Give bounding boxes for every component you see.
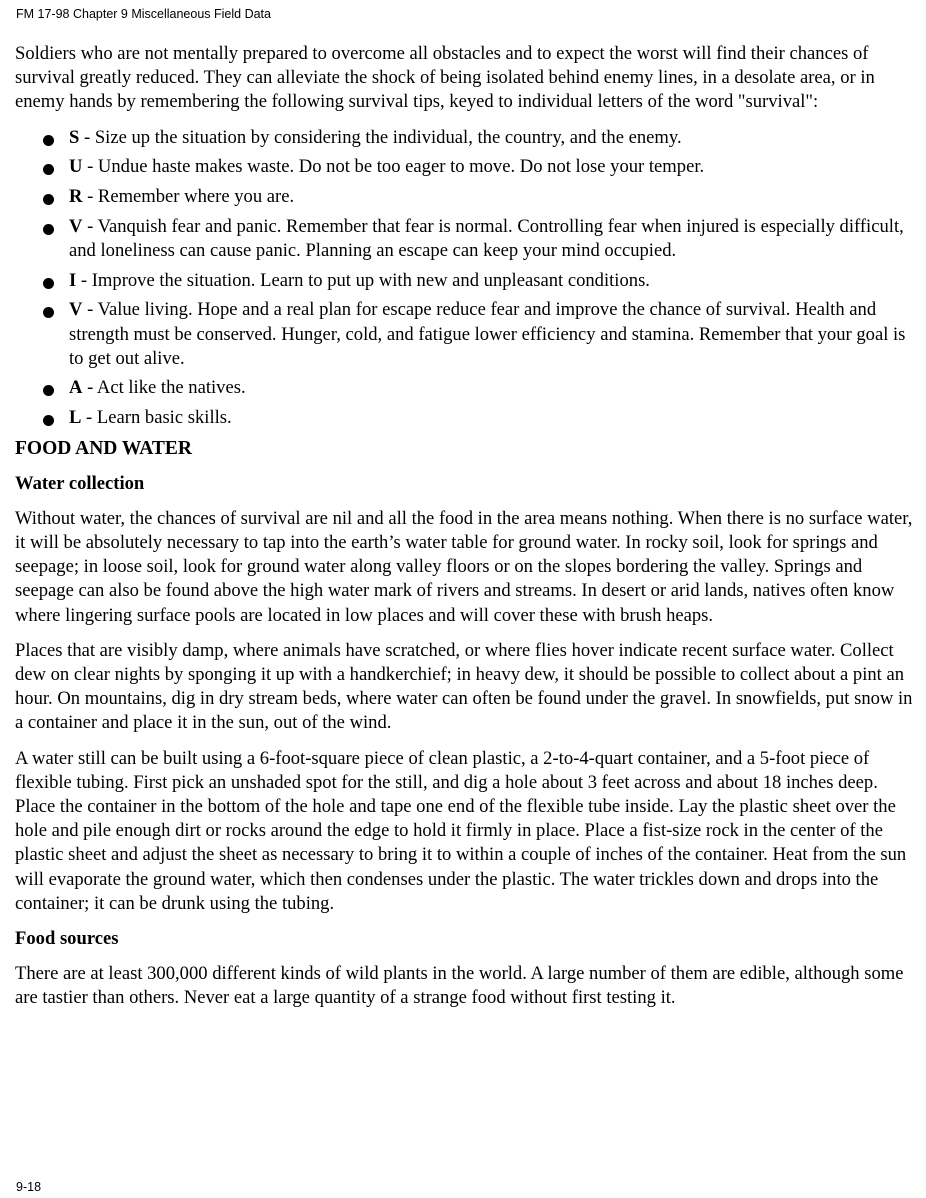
tip-text: - Vanquish fear and panic. Remember that fear is normal. Controlling fear when injured is especially difficult, and loneliness can cause panic. Planning an escape can keep your mind occupied. (69, 215, 904, 261)
tip-letter: V (69, 299, 83, 321)
page-body (15, 42, 915, 1022)
bullet-icon (43, 224, 54, 235)
tip-text: - Value living. Hope and a real plan for escape reduce fear and improve the chance of survival. Health and strength must be conserved. Hunger, cold, and fatigue lower efficiency and stamina. Remember that your goal is to get out alive. (69, 299, 906, 369)
tip-letter: S (69, 126, 80, 148)
page-number: 9-18 (16, 1180, 42, 1194)
bullet-icon (43, 278, 54, 289)
water-paragraph: Places that are visibly damp, where animals have scratched, or where flies hover indicate recent surface water. Collect dew on clear nights by sponging it up with a handkerchief; in heavy dew, it should be possible to collect about a pint an hour. On mountains, dig in dry stream beds, where water can often be found under the gravel. In snowfields, put snow in a container and place it in the sun, out of the wind. (15, 639, 913, 734)
tip-text: - Remember where you are. (82, 186, 295, 208)
running-header: FM 17-98 Chapter 9 Miscellaneous Field Data (16, 7, 271, 21)
survival-tips-list (15, 126, 915, 431)
list-item (15, 269, 915, 293)
bullet-icon (43, 415, 54, 426)
section-title: FOOD AND WATER (15, 437, 192, 459)
tip-text: - Size up the situation by considering the individual, the country, and the enemy. (79, 126, 682, 148)
tip-text: - Undue haste makes waste. Do not be too eager to move. Do not lose your temper. (82, 156, 705, 178)
bullet-icon (43, 135, 54, 146)
water-paragraph: A water still can be built using a 6-foot-square piece of clean plastic, a 2-to-4-quart container, and a 5-foot piece of flexible tubing. First pick an unshaded spot for the still, and dig a hole about 3 feet across and about 18 inches deep. Place the container in the bottom of the hole and tape one end of the flexible tube inside. Lay the plastic sheet over the hole and pile enough dirt or rocks around the edge to hold it firmly in place. Place a fist-size rock in the center of the plastic sheet and adjust the sheet as necessary to bring it to within a couple of inches of the container. Heat from the sun will evaporate the ground water, which then condenses under the plastic. The water trickles down and drops into the container; it can be drunk using the tubing. (15, 747, 907, 914)
intro-paragraph: Soldiers who are not mentally prepared to overcome all obstacles and to expect the worst will find their chances of survival greatly reduced. They can alleviate the shock of being isolated behind enemy lines, in a desolate area, or in enemy hands by remembering the following survival tips, keyed to individual letters of the word "survival": (15, 43, 875, 113)
tip-text: - Act like the natives. (82, 377, 246, 399)
list-item (15, 215, 915, 263)
list-item (15, 155, 915, 179)
list-item (15, 185, 915, 209)
bullet-icon (43, 194, 54, 205)
tip-text: - Learn basic skills. (81, 407, 232, 429)
food-sources-heading: Food sources (15, 928, 119, 950)
list-item (15, 298, 915, 371)
tip-letter: U (69, 156, 83, 178)
tip-letter: I (69, 269, 77, 291)
tip-letter: A (69, 377, 83, 399)
tip-text: - Improve the situation. Learn to put up with new and unpleasant conditions. (76, 269, 650, 291)
bullet-icon (43, 385, 54, 396)
food-paragraph: There are at least 300,000 different kinds of wild plants in the world. A large number of them are edible, although some are tastier than others. Never eat a large quantity of a strange food without first testing it. (15, 963, 904, 1009)
water-collection-heading: Water collection (15, 472, 145, 494)
list-item (15, 126, 915, 150)
water-paragraph: Without water, the chances of survival are nil and all the food in the area means nothing. When there is no surface water, it will be absolutely necessary to tap into the earth’s water table for ground water. In rocky soil, look for springs and seepage; in loose soil, look for ground water along valley floors or on the slopes bordering the valley. Springs and seepage can also be found above the high water mark of rivers and streams. In desert or arid lands, natives often know where lingering surface pools are located in low places and will cover these with brush heaps. (15, 507, 913, 626)
list-item (15, 376, 915, 400)
bullet-icon (43, 307, 54, 318)
list-item (15, 406, 915, 430)
tip-letter: L (69, 407, 82, 429)
tip-letter: V (69, 215, 83, 237)
tip-letter: R (69, 186, 83, 208)
bullet-icon (43, 164, 54, 175)
